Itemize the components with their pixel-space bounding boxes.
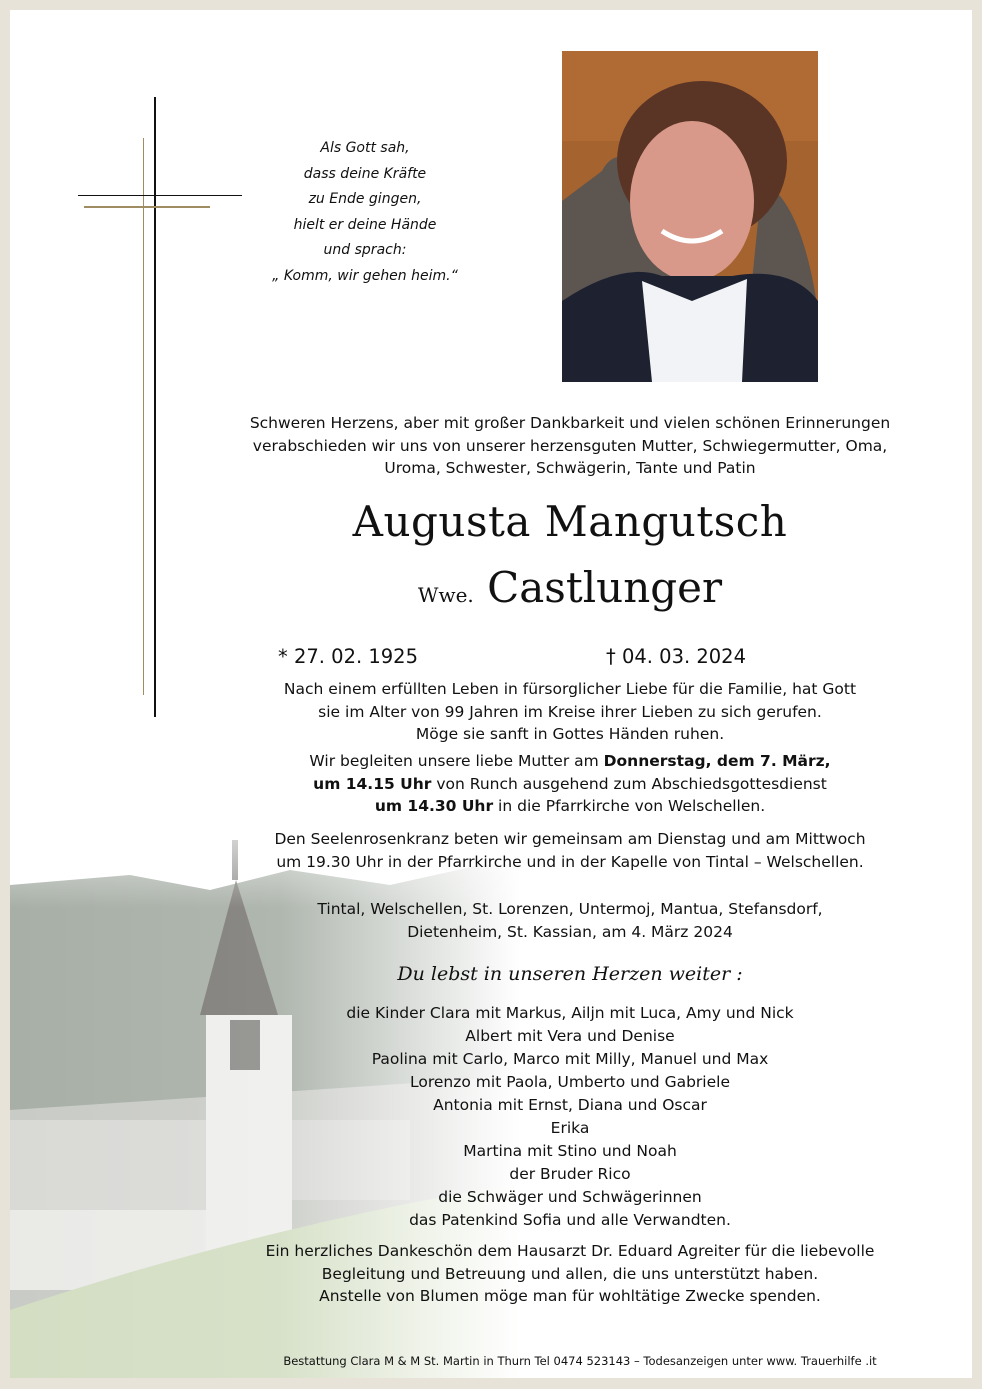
family-line: die Kinder Clara mit Markus, Ailjn mit Luca, Amy und Nick — [346, 1004, 794, 1022]
rosary-line: Den Seelenrosenkranz beten wir gemeinsam am Dienstag und am Mittwoch — [274, 830, 866, 848]
rosary-text — [200, 828, 940, 873]
verse-line: dass deine Kräfte — [303, 165, 427, 182]
verse-line: und sprach: — [323, 242, 407, 258]
funeral-time: um 14.15 Uhr — [313, 774, 432, 793]
places-line: Tintal, Welschellen, St. Lorenzen, Untermoj, Mantua, Stefansdorf, — [317, 900, 823, 918]
rosary-line: um 19.30 Uhr in der Pfarrkirche und in der Kapelle von Tintal – Welschellen. — [276, 852, 864, 871]
obituary-card — [10, 10, 972, 1378]
birth-date: * 27. 02. 1925 — [278, 645, 418, 668]
thanks-line: Begleitung und Betreuung und allen, die uns unterstützt haben. — [321, 1264, 819, 1283]
funeral-text-part: Wir begleiten unsere liebe Mutter am — [309, 752, 604, 770]
funeral-line — [200, 773, 940, 796]
places-date — [200, 898, 940, 943]
deceased-name: Augusta Mangutsch — [352, 497, 788, 546]
family-line: Martina mit Stino und Noah — [463, 1142, 677, 1160]
life-line: sie im Alter von 99 Jahren im Kreise ihrer Lieben zu sich gerufen. — [318, 702, 822, 721]
widow-prefix: Wwe. — [417, 583, 474, 607]
thanks-line: Ein herzliches Dankeschön dem Hausarzt Dr. Eduard Agreiter für die liebevolle — [265, 1242, 875, 1260]
funeral-line — [200, 795, 940, 818]
service-time: um 14.30 Uhr — [374, 797, 494, 815]
death-date: † 04. 03. 2024 — [606, 645, 746, 668]
family-line: Erika — [550, 1119, 590, 1137]
cross-horizontal-gold — [84, 206, 210, 208]
funeral-line — [200, 750, 940, 773]
intro-line: verabschieden wir uns von unserer herzensguten Mutter, Schwiegermutter, Oma, — [252, 436, 888, 455]
intro-line: Schweren Herzens, aber mit großer Dankbarkeit und vielen schönen Erinnerungen — [249, 414, 891, 432]
cross-vertical-dark — [154, 97, 156, 717]
family-line: Lorenzo mit Paola, Umberto und Gabriele — [410, 1073, 730, 1091]
thanks-text — [200, 1240, 940, 1308]
verse-line: hielt er deine Hände — [293, 216, 437, 233]
verse — [260, 136, 470, 289]
family-line: die Schwäger und Schwägerinnen — [438, 1188, 702, 1206]
family-line: Paolina mit Carlo, Marco mit Milly, Manuel und Max — [371, 1050, 769, 1068]
verse-line: „ Komm, wir gehen heim.“ — [272, 267, 458, 284]
life-line: Nach einem erfüllten Leben in fürsorglicher Liebe für die Familie, hat Gott — [283, 680, 857, 698]
motto: Du lebst in unseren Herzen weiter : — [397, 963, 743, 985]
verse-line: zu Ende gingen, — [308, 191, 422, 207]
family-line: Antonia mit Ernst, Diana und Oscar — [433, 1096, 707, 1114]
life-text — [200, 678, 940, 746]
family-line: das Patenkind Sofia und alle Verwandten. — [409, 1211, 731, 1229]
funeral-text-part: in die Pfarrkirche von Welschellen. — [493, 797, 766, 815]
verse-line: Als Gott sah, — [320, 140, 410, 156]
family-list — [200, 1002, 940, 1232]
funeral-text-part: von Runch ausgehend zum Abschiedsgottesdienst — [431, 774, 827, 793]
maiden-name: Castlunger — [487, 563, 723, 612]
intro-text — [210, 412, 930, 480]
family-line: der Bruder Rico — [509, 1165, 631, 1183]
cross-vertical-gold — [143, 138, 144, 695]
footer-undertaker: Bestattung Clara M & M St. Martin in Thurn Tel 0474 523143 – Todesanzeigen unter www. Trauerhilfe .it — [283, 1354, 877, 1368]
deceased-maiden-name-line — [210, 560, 930, 623]
portrait-photo — [562, 51, 818, 382]
funeral-text — [200, 750, 940, 818]
places-line: Dietenheim, St. Kassian, am 4. März 2024 — [407, 922, 733, 941]
life-line: Möge sie sanft in Gottes Händen ruhen. — [415, 725, 725, 743]
intro-line: Uroma, Schwester, Schwägerin, Tante und Patin — [384, 459, 756, 477]
cross-horizontal-dark — [78, 195, 242, 196]
family-line: Albert mit Vera und Denise — [465, 1027, 675, 1045]
funeral-date: Donnerstag, dem 7. März, — [603, 752, 831, 770]
thanks-line: Anstelle von Blumen möge man für wohltätige Zwecke spenden. — [319, 1287, 821, 1305]
